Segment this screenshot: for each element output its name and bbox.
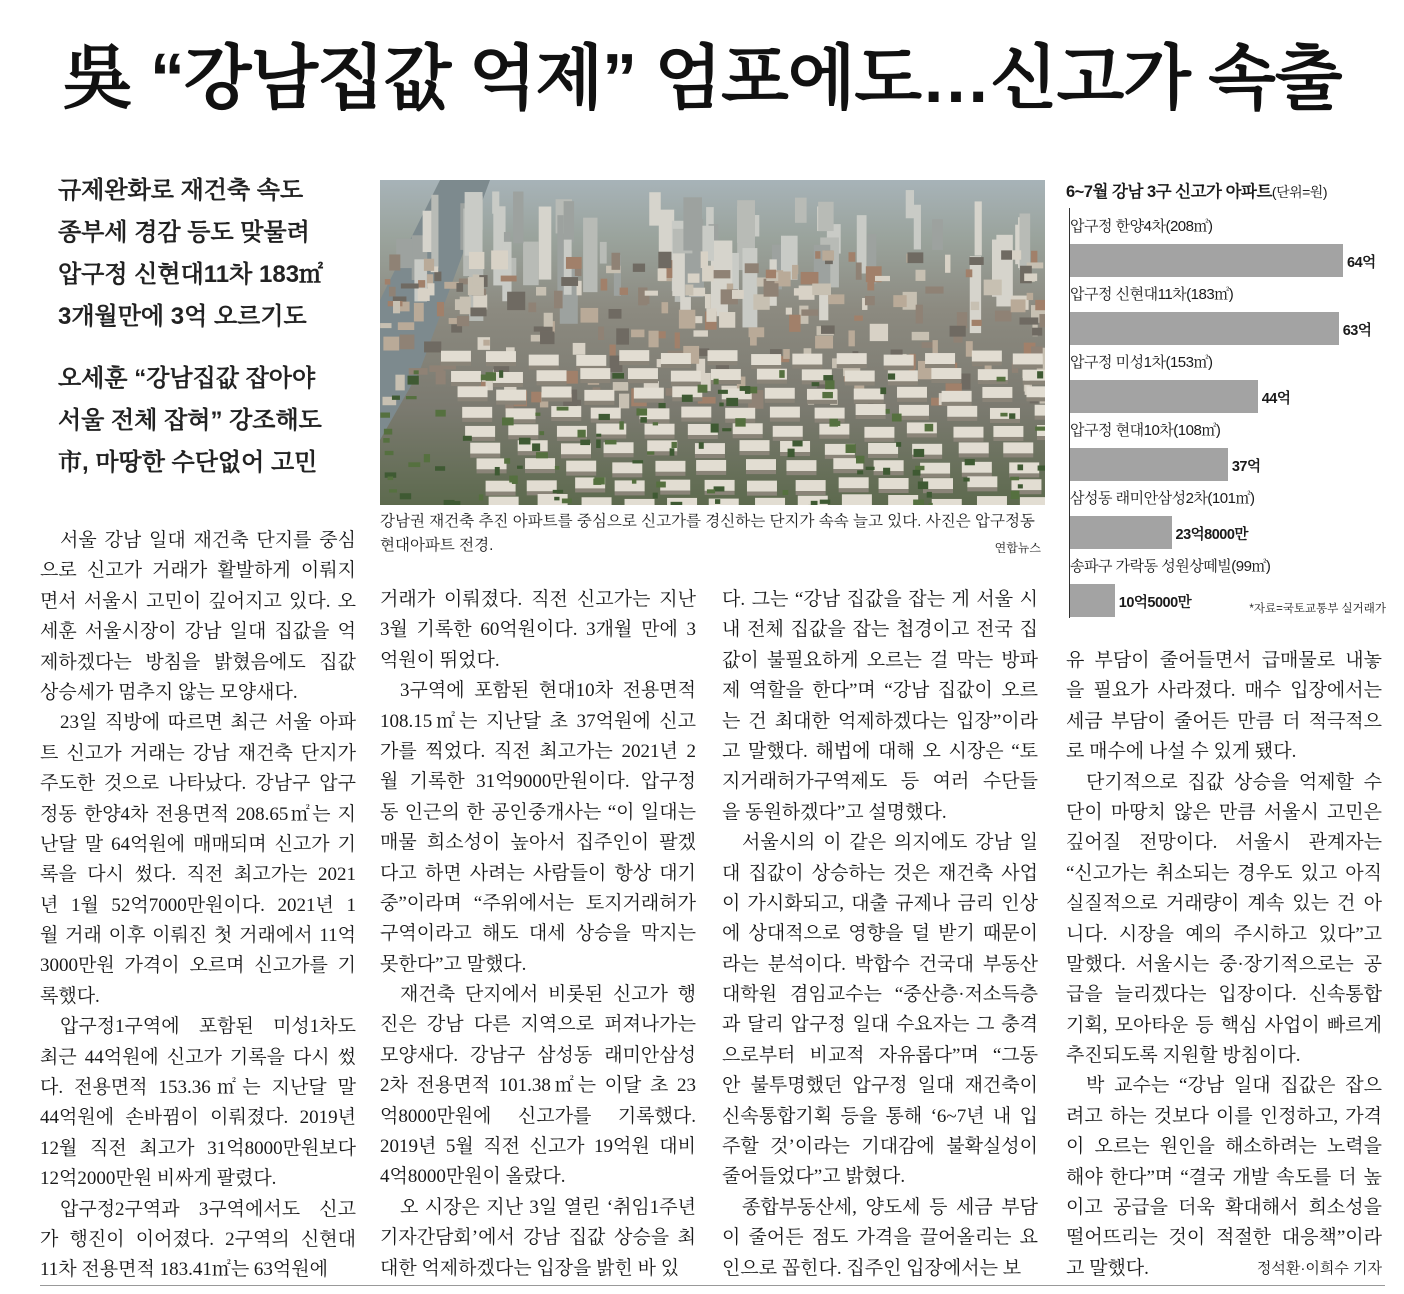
article-line: 압구정2구역과 3구역에서도 신고 [60,1198,356,1220]
article-line: 모양새다. 강남구 삼성동 래미안삼성 [380,1044,696,1066]
article-line: 거래가 이뤄졌다. 직전 신고가는 지난 [380,589,696,610]
article-line: 지거래허가구역제도 등 여러 수단들 [722,771,1038,793]
article-line: 매물 희소성이 높아서 집주인이 팔겠 [380,832,696,854]
article-line: 구역이라고 해도 대세 상승을 막지는 [380,923,696,945]
chart-item [1070,552,1388,620]
article-line: “신고가는 취소되는 경우도 있고 아직 [1066,862,1382,884]
article-line: 과 달리 압구정 일대 수요자는 그 충격 [722,1014,1038,1036]
article-line: 가를 찍었다. 직전 최고가는 2021년 2 [380,740,696,762]
article-line: 으로부터 비교적 자유롭다”며 “그동 [722,1044,1038,1066]
bar-value-label: 37억 [1231,459,1261,475]
bar-value-label: 44억 [1261,391,1291,407]
article-line: 중”이라며 “주위에서는 토지거래허가 [380,892,696,914]
article-line: 이고 공급을 더욱 확대해서 희소성을 [1066,1197,1382,1219]
article-line: 다. 그는 “강남 집값을 잡는 게 서울 시 [722,589,1038,610]
article-line: 박 교수는 “강남 일대 집값은 잡으 [1086,1075,1382,1097]
article-line: 진은 강남 다른 지역으로 퍼져나가는 [380,1014,696,1036]
subheadline: 규제완화로 재건축 속도 [58,177,304,204]
bar-value-label: 63억 [1342,323,1372,339]
article-line: 월 기록한 31억9000만원이다. 압구정 [380,771,696,793]
article-line: 다. 전용면적 153.36㎡는 지난달 말 [40,1077,356,1099]
article-line: 는 건 최대한 억제하겠다는 입장”이라 [722,710,1038,732]
article-line: 못한다”고 말했다. [380,953,527,975]
article-line: 기자간담회’에서 강남 집값 상승을 최 [380,1227,696,1249]
article-line: 서울시의 이 같은 의지에도 강남 일 [742,832,1038,854]
article-line: 23일 직방에 따르면 최근 서울 아파 [60,712,356,734]
article-line: 안 불투명했던 압구정 일대 재건축이 [722,1075,1038,1097]
article-line: 이 가시화되고, 대출 규제나 금리 인상 [722,892,1038,914]
article-line: 3월 기록한 60억원이다. 3개월 만에 3 [380,619,696,641]
article-line: 해야 한다”며 “결국 개발 속도를 더 높 [1066,1166,1382,1188]
subheadlines [58,170,358,484]
bar-category-label: 압구정 미성1차(153㎡) [1070,354,1213,371]
chart-item [1070,212,1388,280]
article-line: 주할 것’이라는 기대감에 불확실성이 [722,1136,1038,1158]
article-line: 떨어뜨리는 것이 적절한 대응책”이라 [1066,1227,1382,1249]
byline: 정석환·이희수 기자 [1256,1259,1382,1277]
photo-caption [380,510,1045,558]
chart-unit: (단위=원) [1271,184,1327,200]
article-line: 월 거래 이후 이뤄진 첫 거래에서 11억 [40,925,356,947]
article-line: 추진되도록 지원할 방침이다. [1066,1045,1301,1067]
article-line: 서울 강남 일대 재건축 단지를 중심 [60,530,356,551]
chart-item [1070,484,1388,552]
article-line: 줄어들었다”고 밝혔다. [722,1166,906,1188]
article-line: 록을 다시 썼다. 직전 최고가는 2021 [40,864,356,886]
photo-credit: 연합뉴스 [994,541,1041,555]
chart-item [1070,348,1388,416]
article-line: 오 시장은 지난 3일 열린 ‘취임1주년 [400,1196,696,1218]
bar-value-label: 23억8000만 [1175,527,1248,543]
article-line: 단이 마땅치 않은 만큼 서울시 고민은 [1066,801,1382,823]
headline: 吳 “강남집값 억제” 엄포에도…신고가 속출 [62,39,1342,117]
aerial-photo-apartments [380,180,1045,505]
subheadline: 市, 마땅한 수단없어 고민 [58,449,318,476]
bar [1070,448,1228,481]
article-line: 내 전체 집값을 잡는 첩경이고 전국 집 [722,619,1038,641]
article-line: 실질적으로 거래량이 계속 있는 건 아 [1066,893,1382,915]
article-line: 니다. 시장을 예의 주시하고 있다”고 [1066,923,1382,945]
chart-item [1070,416,1388,484]
cityscape-image [380,180,1045,505]
article-line: 깊어질 전망이다. 서울시 관계자는 [1066,832,1382,854]
article-line: 트 신고가 거래는 강남 재건축 단지가 [40,742,356,764]
article-line: 난달 말 64억원에 매매되며 신고가 기 [40,833,356,855]
chart-title [1066,178,1388,202]
article-line: 최근 44억원에 신고가 기록을 다시 썼 [40,1046,356,1068]
subheadline: 오세훈 “강남집값 잡아야 [58,365,316,392]
chart-source: *자료=국토교통부 실거래가 [1249,603,1386,615]
article-line: 라는 분석이다. 박합수 건국대 부동산 [722,953,1038,975]
article-line: 인으로 꼽힌다. 집주인 입장에서는 보 [722,1257,1022,1279]
article-line: 말했다. 서울시는 중·장기적으로는 공 [1066,953,1382,975]
article-line: 압구정1구역에 포함된 미성1차도 [60,1016,356,1038]
subheadline: 서울 전체 잡혀” 강조해도 [58,407,322,434]
article-line: 4억8000만원이 올랐다. [380,1166,566,1188]
article-line: 정동 한양4차 전용면적 208.65㎡는 지 [40,803,356,825]
article-line: 이 줄어든 점도 가격을 끌어올리는 요 [722,1227,1038,1249]
article-line: 신속통합기획 등을 통해 ‘6~7년 내 입 [722,1105,1038,1127]
article-line: 상승세가 멈추지 않는 모양새다. [40,681,298,703]
article-line: 억원이 뛰었다. [380,649,500,671]
article-line: 고 말했다. [1066,1257,1149,1279]
caption-text: 강남권 재건축 추진 아파트를 중심으로 신고가를 경신하는 단지가 속속 늘고 있다. 사진은 압구정동 현대아파트 전경. [380,513,1035,554]
bar-category-label: 압구정 현대10차(108㎡) [1070,422,1221,439]
article-line: 재건축 단지에서 비롯된 신고가 행 [400,984,696,1006]
article-line: 제하겠다는 방침을 밝혔음에도 집값 [40,651,356,673]
article-line: 108.15㎡는 지난달 초 37억원에 신고 [380,710,696,732]
bar-value-label: 10억5000만 [1118,595,1192,611]
article-line: 려고 하는 것보다 이를 인정하고, 가격 [1066,1105,1382,1127]
article-line: 11차 전용면적 183.41㎡는 63억원에 [40,1259,328,1281]
bar-category-label: 압구정 신현대11차(183㎡) [1070,286,1234,303]
subheadline-gap [58,338,358,358]
article-line: 가 행진이 이어졌다. 2구역의 신현대 [40,1228,356,1250]
article-line: 대학원 겸임교수는 “중산층·저소득층 [722,984,1038,1006]
article-line: 값이 불필요하게 오르는 걸 막는 방파 [722,649,1038,671]
bottom-rule [40,1285,1385,1286]
article-line: 세금 부담이 줄어든 만큼 더 적극적으 [1066,710,1382,732]
bar [1070,380,1258,413]
article-column-1 [40,526,356,1286]
article-line: 세훈 서울시장이 강남 일대 집값을 억 [40,621,356,643]
article-column-4 [1066,646,1382,1284]
article-line: 44억원에 손바뀜이 이뤄졌다. 2019년 [40,1107,356,1129]
article-line: 12월 직전 최고가 31억8000만원보다 [40,1137,356,1159]
chart-title-text: 6~7월 강남 3구 신고가 아파트 [1066,183,1272,201]
article-column-2 [380,585,696,1284]
subheadline: 3개월만에 3억 오르기도 [58,303,307,330]
article-line: 으로 신고가 거래가 활발하게 이뤄지 [40,560,356,582]
article-line: 급을 늘리겠다는 입장이다. 신속통합 [1066,984,1382,1006]
bar [1070,244,1343,277]
article-line: 다고 하면 사려는 사람들이 항상 대기 [380,862,696,884]
bar-category-label: 송파구 가락동 성원상떼빌(99㎡) [1070,558,1271,575]
article-line: 고 말했다. 해법에 대해 오 시장은 “토 [722,740,1038,762]
bar [1070,312,1339,345]
article-line: 3000만원 가격이 오르며 신고가를 기 [40,955,356,977]
article-line: 억8000만원에 신고가를 기록했다. [380,1105,696,1127]
article-line: 을 동원하겠다”고 설명했다. [722,801,947,823]
chart-item [1070,280,1388,348]
article-line: 대한 억제하겠다는 입장을 밝힌 바 있 [380,1257,680,1279]
article-line: 동 인근의 한 공인중개사는 “이 일대는 [380,801,696,823]
article-line: 2019년 5월 직전 신고가 19억원 대비 [380,1136,696,1158]
article-line: 이 오르는 원인을 해소하려는 노력을 [1066,1136,1382,1158]
bar-category-label: 압구정 한양4차(208㎡) [1070,218,1213,235]
article-line: 년 1월 52억7000만원이다. 2021년 1 [40,894,356,916]
price-bar-chart [1066,178,1388,618]
article-line: 종합부동산세, 양도세 등 세금 부담 [742,1196,1038,1218]
article-line: 2차 전용면적 101.38㎡는 이달 초 23 [380,1075,696,1097]
article-line: 면서 서울시 고민이 깊어지고 있다. 오 [40,590,356,612]
bar [1070,516,1172,549]
article-line: 록했다. [40,985,100,1007]
subheadline: 압구정 신현대11차 183㎡ [58,261,324,288]
article-line: 주도한 것으로 나타났다. 강남구 압구 [40,773,356,795]
article-line: 대 집값이 상승하는 것은 재건축 사업 [722,862,1038,884]
article-line: 로 매수에 나설 수 있게 됐다. [1066,741,1297,763]
article-line: 기획, 모아타운 등 핵심 사업이 빠르게 [1066,1014,1382,1036]
article-line: 단기적으로 집값 상승을 억제할 수 [1086,771,1382,793]
article-column-3 [722,585,1038,1284]
article-line: 유 부담이 줄어들면서 급매물로 내놓 [1066,650,1382,671]
article-line: 에 상대적으로 영향을 덜 받기 때문이 [722,923,1038,945]
article-line: 12억2000만원 비싸게 팔렸다. [40,1168,277,1190]
bar-category-label: 삼성동 래미안삼성2차(101㎡) [1070,490,1255,507]
article-line: 을 필요가 사라졌다. 매수 입장에서는 [1066,680,1382,702]
article-line: 제 역할을 한다”며 “강남 집값이 오르 [722,680,1038,702]
bar [1070,584,1115,617]
bar-value-label: 64억 [1347,255,1376,271]
subheadline: 종부세 경감 등도 맞물려 [58,219,310,246]
article-line: 3구역에 포함된 현대10차 전용면적 [400,680,696,702]
